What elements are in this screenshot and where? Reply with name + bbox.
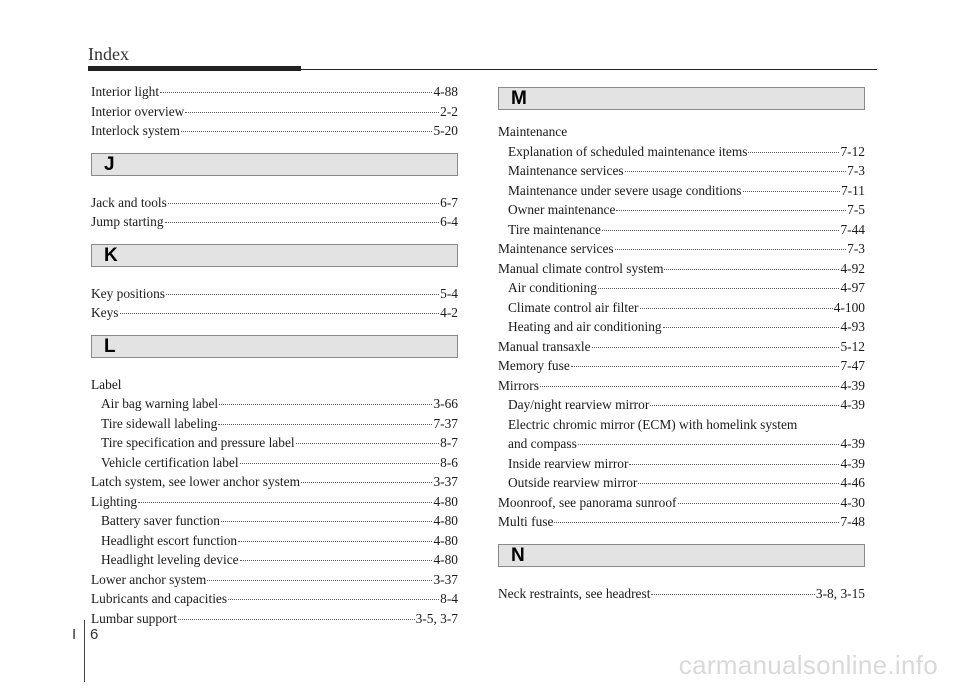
leader-dots [138, 502, 432, 503]
leader-dots [640, 308, 833, 309]
entry-label: Electric chromic mirror (ECM) with homelink system [508, 416, 798, 432]
leader-dots [178, 619, 415, 620]
section-header-l: L [91, 335, 458, 358]
entry-label: Moonroof, see panorama sunroof [498, 494, 677, 510]
entry-label: Day/night rearview mirror [508, 397, 650, 412]
index-subentry [91, 453, 458, 473]
entry-page: 4-100 [833, 299, 865, 315]
leader-dots [615, 249, 847, 250]
leader-dots [598, 288, 840, 289]
leader-dots [663, 327, 840, 328]
section-header-m: M [498, 87, 865, 110]
entry-page: 7-44 [840, 221, 865, 237]
entry-label: Neck restraints, see headrest [498, 585, 651, 601]
entry-label: Headlight leveling device [101, 552, 239, 567]
leader-dots [120, 313, 440, 314]
index-entry [91, 102, 458, 122]
entry-label: Maintenance under severe usage conditions [508, 182, 742, 198]
entry-page: 7-3 [847, 241, 865, 256]
section-header-n: N [498, 544, 865, 567]
entry-page: 7-5 [847, 202, 865, 217]
entry-label: Air conditioning [508, 280, 597, 295]
entry-label: Outside rearview mirror [508, 475, 638, 490]
index-entry [91, 303, 458, 323]
entry-label: Interior overview [91, 103, 185, 119]
index-entry [91, 492, 458, 512]
index-subentry [91, 414, 458, 434]
leader-dots [228, 599, 439, 600]
leader-dots [554, 522, 839, 523]
leader-dots [748, 152, 839, 153]
leader-dots [540, 386, 840, 387]
entry-page: 4-88 [433, 84, 458, 99]
entry-label: Heating and air conditioning [508, 319, 662, 334]
entry-label: Memory fuse [498, 358, 570, 373]
entry-label: Tire specification and pressure label [101, 435, 295, 450]
index-entry [498, 239, 865, 259]
entry-label: Jump starting [91, 214, 164, 229]
entry-page: 4-39 [840, 397, 865, 412]
entry-page: 4-39 [840, 436, 865, 451]
index-entry [91, 121, 458, 141]
index-subentry [498, 200, 865, 220]
entry-page: 8-7 [440, 435, 458, 450]
entry-label: Explanation of scheduled maintenance items [508, 143, 748, 159]
entry-page: 4-80 [433, 532, 458, 548]
entry-page: 4-80 [433, 493, 458, 509]
footer-chapter: I [72, 626, 77, 643]
index-entry [91, 609, 458, 629]
index-subentry [498, 220, 865, 240]
section-header-k: K [91, 244, 458, 267]
index-entry [91, 193, 458, 213]
leader-dots [207, 580, 432, 581]
index-subentry [91, 394, 458, 414]
leader-dots [629, 464, 839, 465]
entry-label: Jack and tools [91, 194, 167, 210]
header-rule-thin [301, 69, 877, 70]
entry-label: Lower anchor system [91, 571, 207, 587]
entry-page: 6-7 [440, 194, 458, 210]
index-entry [498, 356, 865, 376]
index-entry [498, 512, 865, 532]
entry-page: 5-20 [433, 123, 458, 138]
index-subentry [498, 181, 865, 201]
index-subentry [91, 550, 458, 570]
index-subentry [498, 161, 865, 181]
entry-heading: Maintenance [498, 124, 568, 139]
entry-page: 7-47 [840, 358, 865, 373]
index-column-right [498, 82, 865, 603]
index-subentry [498, 395, 865, 415]
entry-label: Interior light [91, 84, 160, 99]
footer-divider [84, 620, 85, 682]
leader-dots [638, 483, 839, 484]
entry-page: 5-4 [440, 285, 458, 301]
leader-dots [238, 541, 432, 542]
entry-page: 6-4 [440, 214, 458, 229]
entry-label: Mirrors [498, 377, 539, 393]
footer-page-number: 6 [90, 626, 99, 643]
leader-dots [301, 482, 432, 483]
index-entry [91, 589, 458, 609]
entry-page: 3-5, 3-7 [415, 610, 458, 626]
leader-dots [168, 203, 439, 204]
leader-dots [678, 503, 840, 504]
entry-label: Maintenance services [508, 163, 624, 178]
leader-dots [571, 366, 840, 367]
index-column-left [91, 82, 458, 628]
entry-label: and compass [508, 436, 577, 451]
entry-label: Vehicle certification label [101, 454, 239, 470]
entry-label: Lumbar support [91, 610, 177, 626]
leader-dots [185, 112, 439, 113]
entry-page: 4-46 [840, 475, 865, 490]
leader-dots [218, 424, 432, 425]
index-entry [91, 212, 458, 232]
entry-page: 4-39 [840, 455, 865, 471]
page-title: Index [88, 44, 129, 64]
entry-page: 4-92 [840, 260, 865, 276]
entry-page: 7-11 [840, 182, 865, 198]
entry-label: Climate control air filter [508, 299, 639, 315]
leader-dots [625, 171, 847, 172]
entry-page: 7-3 [847, 163, 865, 178]
index-subentry [498, 278, 865, 298]
entry-label: Lubricants and capacities [91, 591, 228, 606]
index-entry [498, 376, 865, 396]
entry-page: 4-80 [433, 552, 458, 567]
entry-label: Battery saver function [101, 513, 220, 528]
leader-dots [165, 222, 440, 223]
entry-heading: Label [91, 376, 122, 392]
header-rule-thick [88, 66, 301, 71]
entry-page: 3-66 [433, 396, 458, 411]
index-entry [498, 337, 865, 357]
entry-page: 4-2 [440, 305, 458, 320]
leader-dots [181, 131, 433, 132]
entry-label: Key positions [91, 285, 166, 301]
entry-page: 4-97 [840, 280, 865, 295]
index-subentry [91, 433, 458, 453]
entry-label: Owner maintenance [508, 202, 616, 217]
entry-page: 5-12 [840, 338, 865, 354]
leader-dots [616, 210, 846, 211]
entry-label: Tire sidewall labeling [101, 415, 218, 431]
index-subentry [498, 434, 865, 454]
index-subentry [498, 454, 865, 474]
section-header-j: J [91, 153, 458, 176]
entry-label: Interlock system [91, 123, 180, 138]
entry-page: 3-37 [433, 474, 458, 489]
index-subentry [91, 511, 458, 531]
leader-dots [296, 443, 440, 444]
leader-dots [651, 594, 814, 595]
entry-label: Manual climate control system [498, 260, 664, 276]
entry-page: 7-37 [433, 415, 458, 431]
index-entry [91, 472, 458, 492]
entry-page: 2-2 [440, 103, 458, 119]
entry-page: 4-80 [433, 513, 458, 528]
leader-dots [602, 230, 840, 231]
leader-dots [166, 294, 439, 295]
entry-label: Latch system, see lower anchor system [91, 474, 300, 489]
leader-dots [650, 405, 839, 406]
leader-dots [743, 191, 840, 192]
entry-label: Keys [91, 305, 119, 320]
entry-page: 4-39 [840, 377, 865, 393]
index-entry [498, 584, 865, 604]
entry-label: Air bag warning label [101, 396, 219, 411]
entry-page: 8-6 [440, 454, 458, 470]
entry-page: 8-4 [440, 591, 458, 606]
entry-label: Multi fuse [498, 514, 554, 529]
index-subentry [91, 531, 458, 551]
entry-label: Lighting [91, 493, 138, 509]
index-subentry [498, 473, 865, 493]
index-entry [91, 82, 458, 102]
entry-page: 4-30 [840, 494, 865, 510]
entry-label: Manual transaxle [498, 338, 591, 354]
leader-dots [664, 269, 839, 270]
entry-label: Inside rearview mirror [508, 455, 629, 471]
index-entry [498, 493, 865, 513]
leader-dots [219, 404, 432, 405]
index-entry [91, 284, 458, 304]
index-subentry [498, 317, 865, 337]
leader-dots [592, 347, 840, 348]
leader-dots [578, 444, 840, 445]
index-subentry [498, 142, 865, 162]
entry-page: 4-93 [840, 319, 865, 334]
leader-dots [221, 521, 432, 522]
entry-page: 7-48 [840, 514, 865, 529]
index-subentry [498, 298, 865, 318]
watermark: carmanualsonline.info [678, 650, 938, 680]
entry-page: 3-8, 3-15 [815, 585, 865, 601]
index-entry [91, 570, 458, 590]
entry-label: Tire maintenance [508, 221, 601, 237]
entry-label: Maintenance services [498, 241, 614, 256]
index-entry [498, 259, 865, 279]
leader-dots [240, 560, 433, 561]
leader-dots [160, 92, 432, 93]
entry-page: 3-37 [433, 571, 458, 587]
entry-page: 7-12 [840, 143, 865, 159]
entry-label: Headlight escort function [101, 532, 238, 548]
leader-dots [240, 463, 440, 464]
